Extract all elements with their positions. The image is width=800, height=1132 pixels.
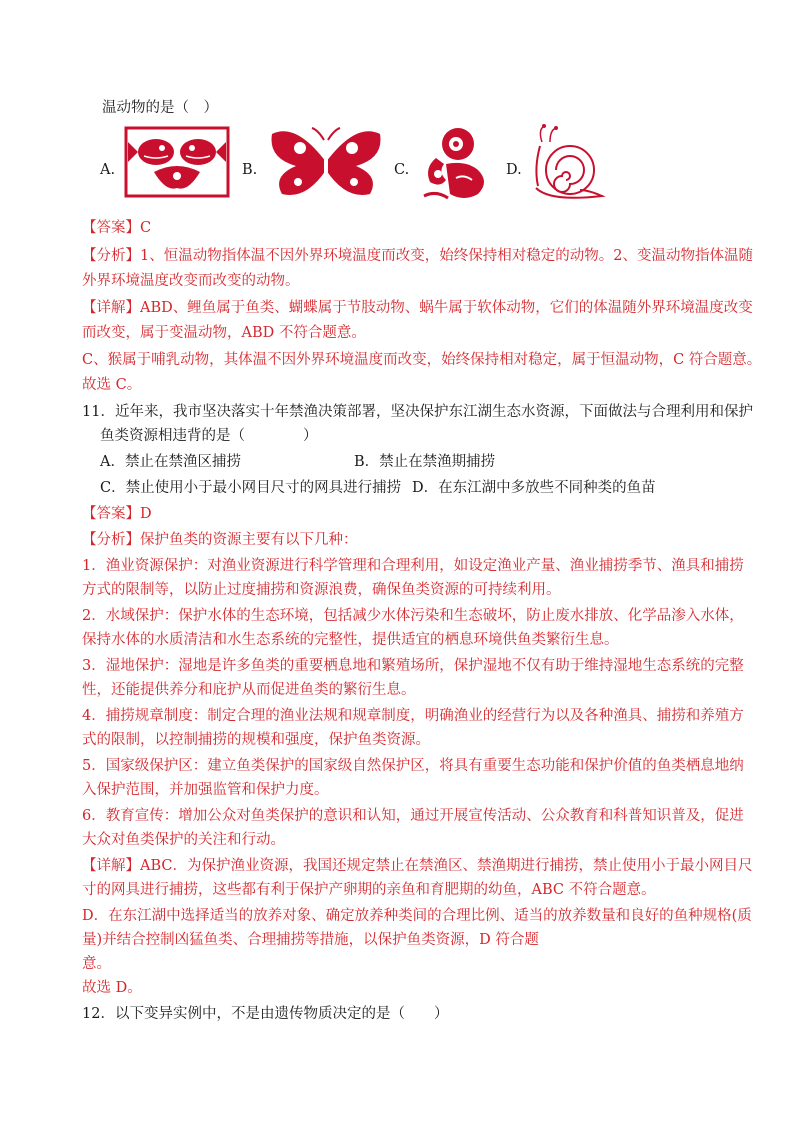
q11-detail-line-5: 意。 <box>82 956 111 972</box>
q11-analysis-line-10: 5．国家级保护区：建立鱼类保护的国家级自然保护区，将具有重要生态功能和保护价值的鱼类栖息地纳 <box>82 758 744 774</box>
q11-analysis-line-12: 6．教育宣传：增加公众对鱼类保护的意识和认知，通过开展宣传活动、公众教育和科普知识普及，促进 <box>82 808 744 824</box>
q11-detail-line-3: D．在东江湖中选择适当的放养对象、确定放养种类间的合理比例、适当的放养数量和良好的鱼种规格(质 <box>82 908 752 924</box>
q11-option-c: C．禁止使用小于最小网目尺寸的网具进行捕捞 <box>100 480 402 496</box>
q11-option-a: A．禁止在禁渔区捕捞 <box>100 454 241 470</box>
fish-papercut-image <box>124 126 230 198</box>
option-c-label: C. <box>394 162 410 178</box>
q12-stem: 12．以下变异实例中，不是由遗传物质决定的是（ ） <box>82 1006 449 1022</box>
q11-analysis-line-8: 4．捕捞规章制度：制定合理的渔业法规和规章制度，明确渔业的经营行为以及各种渔具、捕捞和养殖方 <box>82 708 744 724</box>
question-stem-tail: 温动物的是（ ） <box>102 100 218 116</box>
q11-detail-line-4: 量)并结合控制凶猛鱼类、合理捕捞等措施，以保护鱼类资源，D 符合题 <box>82 932 539 948</box>
q11-analysis-line-13: 大众对鱼类保护的关注和行动。 <box>82 832 285 848</box>
q11-analysis-line-1: 【分析】保护鱼类的资源主要有以下几种： <box>82 532 358 548</box>
q11-detail-line-6: 故选 D。 <box>82 980 142 996</box>
q11-analysis-line-2: 1．渔业资源保护：对渔业资源进行科学管理和合理利用，如设定渔业产量、渔业捕捞季节、渔具和捕捞 <box>82 558 744 574</box>
q11-stem-line-1: 11．近年来，我市坚决落实十年禁渔决策部署，坚决保护东江湖生态水资源，下面做法与合理利用和保护 <box>82 404 753 420</box>
q11-detail-line-2: 寸的网具进行捕捞，这些都有利于保护产卵期的亲鱼和育肥期的幼鱼，ABC 不符合题意。 <box>82 882 656 898</box>
q11-stem-line-2: 鱼类资源相违背的是（ ） <box>100 428 318 444</box>
q10-detail-line-1: 【详解】ABD、鲤鱼属于鱼类、蝴蝶属于节肢动物、蜗牛属于软体动物，它们的体温随外界环境温度改变 <box>82 300 753 316</box>
q11-analysis-line-9: 式的限制，以控制捕捞的规模和强度，保护鱼类资源。 <box>82 732 430 748</box>
q10-detail-line-3: C、猴属于哺乳动物，其体温不因外界环境温度而改变，始终保持相对稳定，属于恒温动物，C 符合题意。 <box>82 352 762 368</box>
q10-answer: 【答案】C <box>82 220 152 236</box>
butterfly-papercut-image <box>266 126 386 200</box>
q11-option-d: D．在东江湖中多放些不同种类的鱼苗 <box>412 480 656 496</box>
q11-analysis-line-6: 3．湿地保护：湿地是许多鱼类的重要栖息地和繁殖场所，保护湿地不仅有助于维持湿地生态系统的完整 <box>82 658 744 674</box>
q10-detail-line-4: 故选 C。 <box>82 377 142 393</box>
option-a-label: A. <box>100 162 116 178</box>
q11-analysis-line-4: 2．水域保护：保护水体的生态环境，包括减少水体污染和生态破坏，防止废水排放、化学品渗入水体， <box>82 608 744 624</box>
q10-analysis-line-2: 外界环境温度改变而改变的动物。 <box>82 273 300 289</box>
q10-analysis-line-1: 【分析】1、恒温动物指体温不因外界环境温度而改变，始终保持相对稳定的动物。2、变温动物指体温随 <box>82 248 753 264</box>
monkey-papercut-image <box>416 124 494 202</box>
q11-analysis-line-3: 方式的限制等，以防止过度捕捞和资源浪费，确保鱼类资源的可持续利用。 <box>82 582 561 598</box>
q11-detail-line-1: 【详解】ABC．为保护渔业资源，我国还规定禁止在禁渔区、禁渔期进行捕捞，禁止使用小于最小网目尺 <box>82 858 753 874</box>
q11-analysis-line-11: 入保护范围，并加强监管和保护力度。 <box>82 782 329 798</box>
q11-analysis-line-5: 保持水体的水质清洁和水生态系统的完整性，提供适宜的栖息环境供鱼类繁衍生息。 <box>82 632 619 648</box>
q11-answer: 【答案】D <box>82 506 152 522</box>
q11-option-b: B．禁止在禁渔期捕捞 <box>354 454 496 470</box>
option-b-label: B. <box>242 162 258 178</box>
snail-papercut-image <box>530 124 606 206</box>
q11-analysis-line-7: 性，还能提供养分和庇护从而促进鱼类的繁衍生息。 <box>82 682 416 698</box>
option-d-label: D. <box>506 162 522 178</box>
q10-detail-line-2: 而改变，属于变温动物，ABD 不符合题意。 <box>82 325 366 341</box>
